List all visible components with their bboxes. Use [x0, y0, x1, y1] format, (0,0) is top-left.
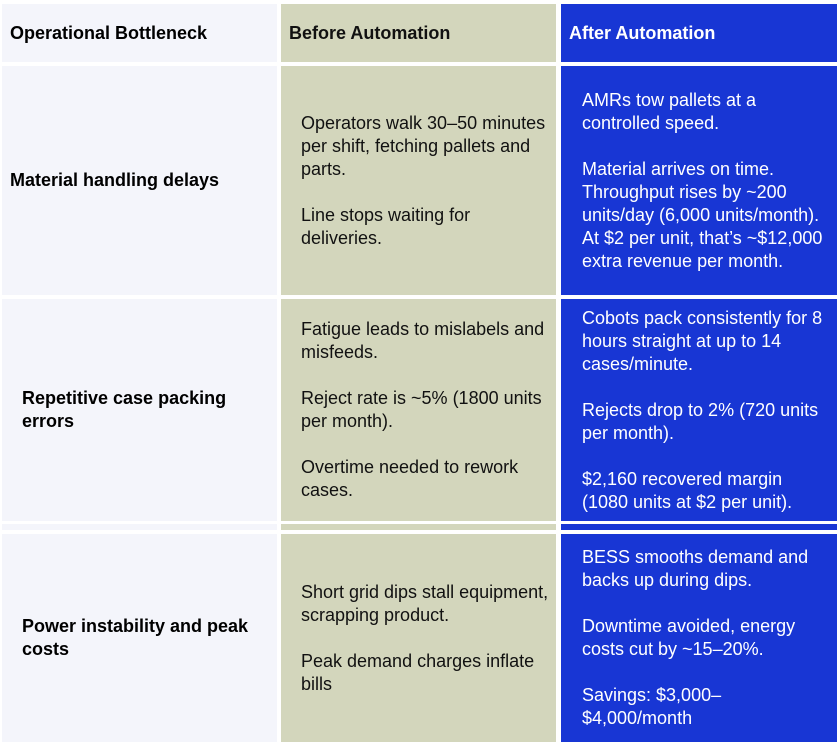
spacer — [2, 524, 277, 530]
row1-after — [561, 66, 837, 295]
header-before: Before Automation — [281, 4, 556, 62]
text: Material arrives on time. Throughput rises by ~200 units/day (6,000 units/month). At $2 per unit, that’s ~$12,000 extra revenue per month. — [582, 158, 823, 271]
text: $2,160 recovered margin (1080 units at $2 per unit). — [582, 468, 793, 512]
text: Reject rate is ~5% (1800 units per month). — [301, 388, 542, 431]
text: BESS smooths demand and backs up during dips. — [582, 547, 809, 590]
spacer — [281, 524, 556, 530]
row3-after — [561, 534, 837, 742]
text: Fatigue leads to mislabels and misfeeds. — [301, 319, 545, 362]
text: Overtime needed to rework cases. — [301, 457, 519, 500]
text: Operators walk 30–50 minutes per shift, fetching pallets and parts. — [301, 112, 546, 179]
text: Rejects drop to 2% (720 units per month). — [582, 399, 819, 443]
row2-after — [561, 299, 837, 521]
row2-bottleneck: Repetitive case packing errors — [2, 299, 277, 521]
row1-bottleneck: Material handling delays — [2, 66, 277, 295]
text: Line stops waiting for deliveries. — [301, 204, 471, 248]
row1-before — [281, 66, 556, 295]
spacer — [561, 524, 837, 530]
text: AMRs tow pallets at a controlled speed. — [582, 89, 757, 133]
text: Cobots pack consistently for 8 hours straight at up to 14 cases/minute. — [582, 307, 823, 374]
row2-before — [281, 299, 556, 521]
row3-bottleneck: Power instability and peak costs — [2, 534, 277, 742]
header-bottleneck: Operational Bottleneck — [2, 4, 277, 62]
row3-before — [281, 534, 556, 742]
text: Peak demand charges inflate bills — [301, 650, 535, 694]
header-after: After Automation — [561, 4, 837, 62]
text: Downtime avoided, energy costs cut by ~15–20%. — [582, 616, 796, 659]
text: Savings: $3,000–$4,000/month — [582, 685, 722, 728]
text: Short grid dips stall equipment, scrapping product. — [301, 581, 549, 625]
